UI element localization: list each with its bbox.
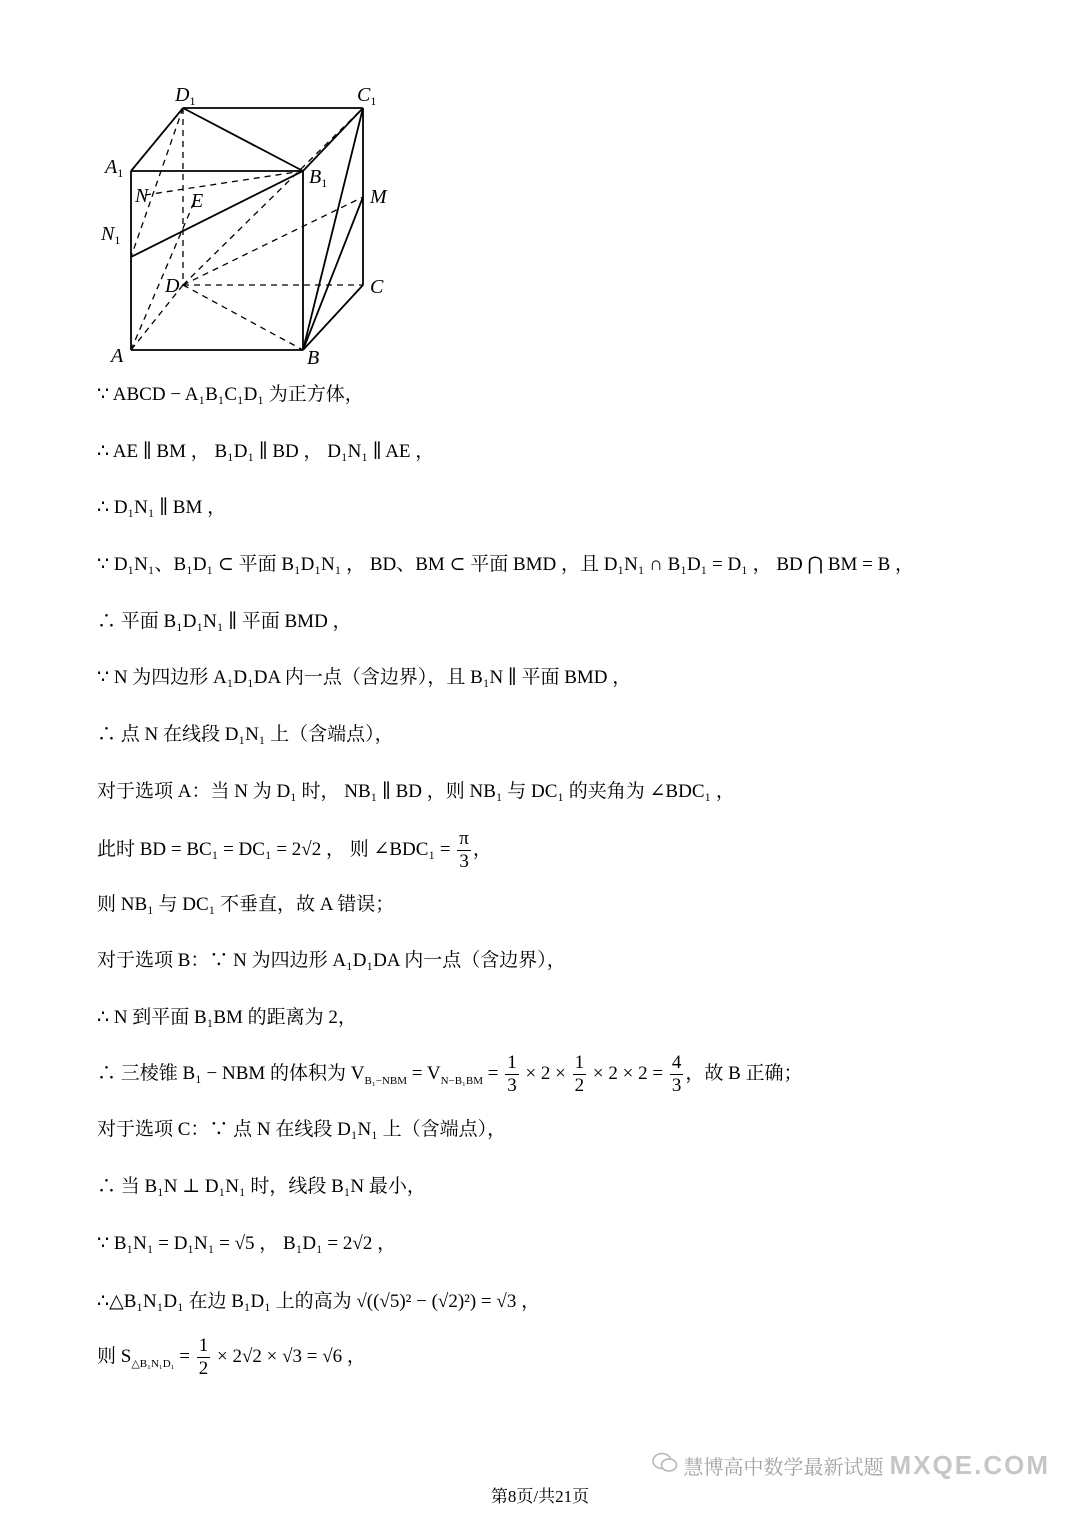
line-9-text: 此时 BD = BC₁ = DC₁ = 2√2 ， 则 ∠BDC₁ = [97,839,451,860]
line-18-text: 则 S [97,1346,132,1367]
solution-line-7: ∴ 点 N 在线段 D₁N₁ 上（含端点）， [97,724,394,745]
volume-expr-2: × 2 × [520,1063,571,1084]
solution-line-17: ∴△B₁N₁D₁ 在边 B₁D₁ 上的高为 √((√5)² − (√2)²) = √3 ， [97,1291,541,1312]
solution-line-3: ∴ D₁N₁ ∥ BM ， [97,497,227,518]
solution-line-8: 对于选项 A：当 N 为 D₁ 时， NB₁ ∥ BD ，则 NB₁ 与 DC₁ 的夹角为 ∠BDC₁ ， [97,781,735,802]
solution-line-2: ∴ AE ∥ BM ， B₁D₁ ∥ BD ， D₁N₁ ∥ AE ， [97,441,435,462]
fraction-numerator: 1 [507,1052,517,1074]
label-B1: $B_1$ [309,166,328,190]
fraction-numerator: 1 [198,1335,209,1357]
label-M: M [370,186,387,208]
label-B: B [307,347,320,369]
page-footer: 第8页/共21页 [490,1487,590,1506]
area-eq: = [174,1346,195,1367]
watermark-site: MXQE.COM [889,1450,1050,1480]
fraction-numerator: π [459,828,469,850]
label-N1: $N_1$ [101,223,121,247]
fraction-numerator: 4 [671,1052,682,1074]
fraction-numerator: 1 [574,1052,585,1074]
label-C: C [370,276,384,298]
solution-line-10: 则 NB₁ 与 DC₁ 不垂直，故 A 错误； [97,894,395,915]
watermark-name: 慧博高中数学最新试题 [683,1457,884,1479]
wechat-icon [652,1452,678,1479]
line-13-text: ∴ 三棱锥 B₁ − NBM 的体积为 V [97,1063,365,1084]
volume-expr-1: = [483,1063,504,1084]
solution-line-14: 对于选项 C：∵ 点 N 在线段 D₁N₁ 上（含端点）， [97,1119,507,1140]
label-A1: $A_1$ [105,156,124,180]
cube-diagram [95,75,405,370]
volume-expr-3: × 2 × 2 = [588,1063,668,1084]
solution-line-9: 此时 BD = BC₁ = DC₁ = 2√2 ， 则 ∠BDC₁ = $\frac{\pi}{3}$ ， [97,828,492,873]
volume-mid: = V [406,1063,441,1084]
cube-figure [95,75,405,370]
solution-line-1: ∵ ABCD − A₁B₁C₁D₁ 为正方体， [97,384,364,405]
solution-line-11: 对于选项 B：∵ N 为四边形 A₁D₁DA 内一点（含边界）， [97,950,566,971]
fraction-denominator: 3 [671,1075,682,1097]
solution-line-5: ∴ 平面 B₁D₁N₁ ∥ 平面 BMD ， [97,611,352,632]
area-end: × 2√2 × √3 = √6 ， [212,1346,366,1367]
watermark [652,1450,1050,1481]
fraction-1-2 [573,1052,587,1097]
volume-end: ，故 B 正确； [685,1063,803,1084]
solution-line-16: ∵ B₁N₁ = D₁N₁ = √5 ， B₁D₁ = 2√2 ， [97,1233,397,1254]
label-E: E [191,190,204,212]
volume-sub-1: B₁−NBM [364,1074,407,1087]
fraction-1-2-area [197,1335,211,1380]
solution-line-15: ∴ 当 B₁N ⊥ D₁N₁ 时，线段 B₁N 最小， [97,1176,426,1197]
label-C1: $C_1$ [357,84,377,108]
label-A: A [111,345,124,367]
label-D1: $D_1$ [175,84,196,108]
label-D: D [165,275,180,297]
fraction-denominator: 2 [574,1075,585,1097]
solution-line-12: ∴ N 到平面 B₁BM 的距离为 2， [97,1007,357,1028]
label-N: N [135,185,149,207]
fraction-denominator: 2 [198,1358,209,1380]
solution-line-4: ∵ D₁N₁、B₁D₁ ⊂ 平面 B₁D₁N₁ ， BD、BM ⊂ 平面 BMD ，且 D₁N₁ ∩ B₁D₁ = D₁ ， BD ⋂ BM = B ， [97,554,915,575]
fraction-1-3 [505,1052,519,1097]
fraction-pi-over-3 [457,828,471,873]
solution-line-6: ∵ N 为四边形 A₁D₁DA 内一点（含边界），且 B₁N ∥ 平面 BMD ， [97,667,632,688]
fraction-denominator: 3 [459,851,469,873]
fraction-denominator: 3 [507,1075,517,1097]
solution-line-13 [97,1050,803,1105]
volume-sub-2: N−B₁BM [440,1074,483,1087]
fraction-4-3 [670,1052,684,1097]
solution-line-18 [97,1333,366,1388]
area-sub: △B₁N₁D₁ [131,1357,175,1370]
